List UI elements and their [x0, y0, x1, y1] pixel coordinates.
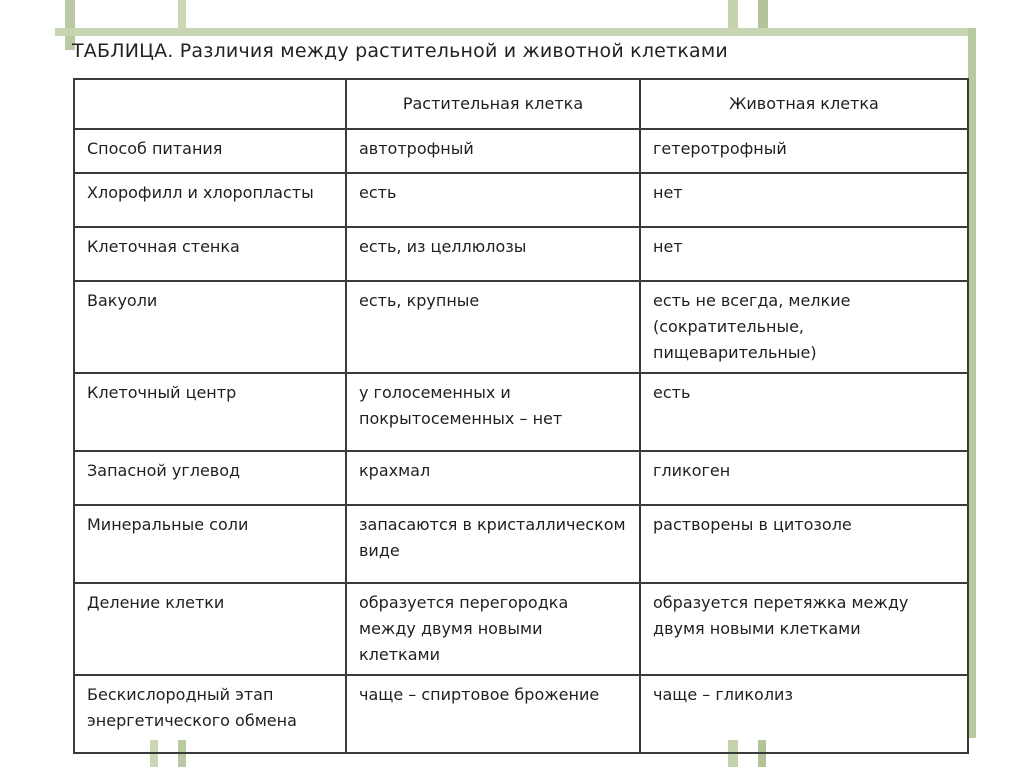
plant-cell: есть, крупные [346, 281, 640, 373]
header-row [74, 79, 968, 129]
header-cell-plant: Растительная клетка [346, 79, 640, 129]
plant-cell: запасаются в кристаллическом виде [346, 505, 640, 583]
animal-cell: нет [640, 227, 968, 281]
table-row [74, 173, 968, 227]
table-row [74, 675, 968, 753]
table-row [74, 373, 968, 451]
animal-cell: есть [640, 373, 968, 451]
header-cell-animal: Животная клетка [640, 79, 968, 129]
animal-cell: чаще – гликолиз [640, 675, 968, 753]
animal-cell: гликоген [640, 451, 968, 505]
decor-stripe [968, 28, 976, 738]
feature-cell: Способ питания [74, 129, 346, 173]
feature-cell: Запасной углевод [74, 451, 346, 505]
plant-cell: у голосеменных и покрытосеменных – нет [346, 373, 640, 451]
animal-cell: растворены в цитозоле [640, 505, 968, 583]
decor-stripe [55, 28, 975, 36]
table-row [74, 281, 968, 373]
animal-cell: нет [640, 173, 968, 227]
plant-cell: есть, из целлюлозы [346, 227, 640, 281]
table-row [74, 451, 968, 505]
table-row [74, 583, 968, 675]
table-row [74, 505, 968, 583]
feature-cell: Вакуоли [74, 281, 346, 373]
animal-cell: есть не всегда, мелкие (сократительные, пищеварительные) [640, 281, 968, 373]
feature-cell: Хлорофилл и хлоропласты [74, 173, 346, 227]
feature-cell: Клеточная стенка [74, 227, 346, 281]
comparison-table [73, 78, 969, 754]
plant-cell: крахмал [346, 451, 640, 505]
table-row [74, 227, 968, 281]
feature-cell: Деление клетки [74, 583, 346, 675]
feature-cell: Клеточный центр [74, 373, 346, 451]
table-row [74, 129, 968, 173]
feature-cell: Минеральные соли [74, 505, 346, 583]
plant-cell: автотрофный [346, 129, 640, 173]
animal-cell: гетеротрофный [640, 129, 968, 173]
plant-cell: есть [346, 173, 640, 227]
table-title: ТАБЛИЦА. Различия между растительной и животной клетками [72, 40, 728, 62]
plant-cell: чаще – спиртовое брожение [346, 675, 640, 753]
animal-cell: образуется перетяжка между двумя новыми клетками [640, 583, 968, 675]
feature-cell: Бескислородный этап энергетического обмена [74, 675, 346, 753]
header-cell-feature [74, 79, 346, 129]
plant-cell: образуется перегородка между двумя новыми клетками [346, 583, 640, 675]
